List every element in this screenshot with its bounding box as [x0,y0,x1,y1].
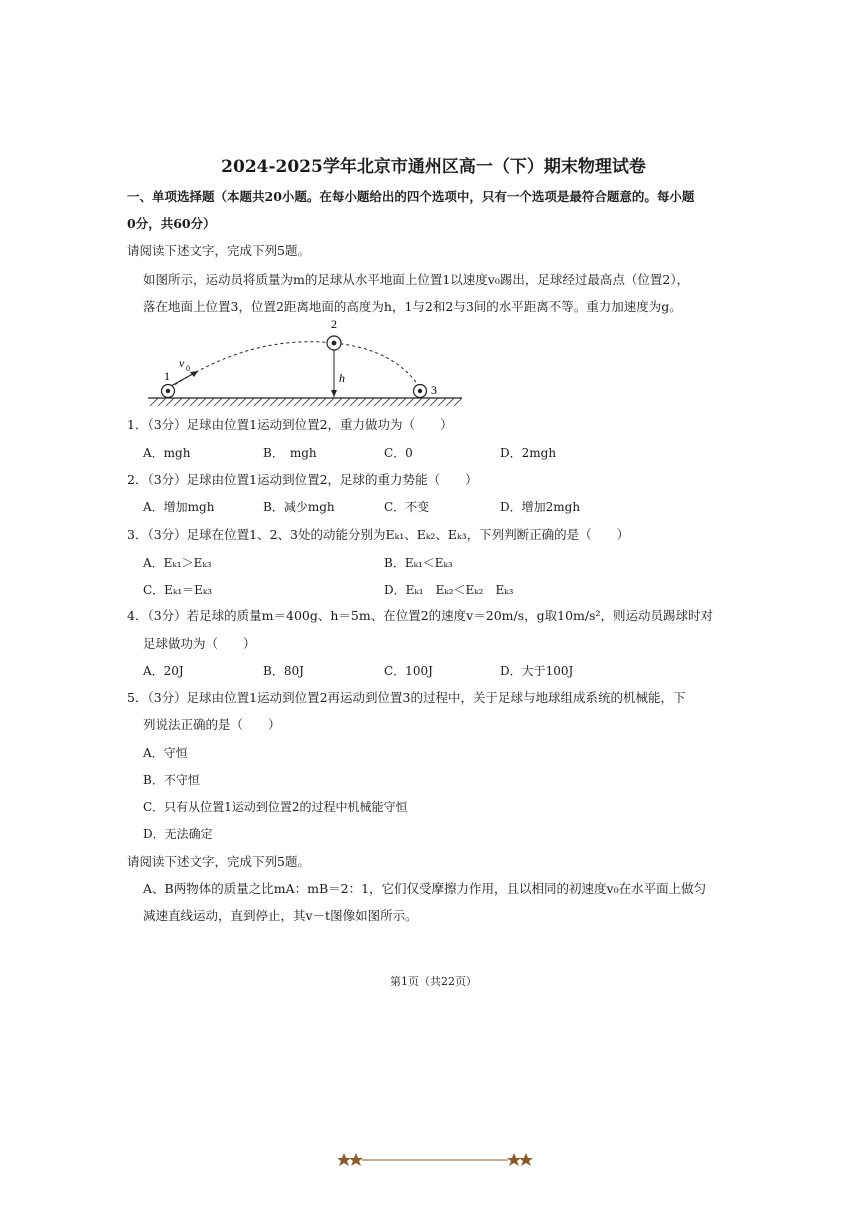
question-1-stem: 1．（3分）足球由位置1运动到位置2，重力做功为（ ） [127,417,453,432]
question-4-stem-cont: 足球做功为（ ） [143,636,256,651]
ball-position-3 [414,385,427,398]
star-icon [337,1153,363,1166]
question-5-option-c: C．只有从位置1运动到位置2的过程中机械能守恒 [143,800,408,814]
reading-intro-1: 请阅读下述文字，完成下列5题。 [127,243,310,258]
ball-position-1 [162,385,175,398]
question-2-option-a: A．增加mgh [143,500,215,514]
question-2-stem: 2．（3分）足球由位置1运动到位置2，足球的重力势能（ ） [127,472,478,487]
question-5-stem: 5．（3分）足球由位置1运动到位置2再运动到位置3的过程中，关于足球与地球组成系统的机械能，下 [127,690,686,705]
page-footer: 第1页（共22页） [390,975,477,988]
question-4-option-c: C．100J [384,664,433,678]
passage-2-line-2: 减速直线运动，直到停止，其v－t图像如图所示。 [143,908,418,923]
passage-1-line-1: 如图所示，运动员将质量为m的足球从水平地面上位置1以速度v₀踢出，足球经过最高点（位置2）， [143,272,690,287]
question-1-option-d: D．2mgh [500,446,557,460]
question-3-option-d: D．Eₖ₁ Eₖ₂＜Eₖ₂ Eₖ₃ [384,583,514,597]
label-h: h [339,371,345,385]
passage-1-line-2: 落在地面上位置3，位置2距离地面的高度为h，1与2和2与3间的水平距离不等。重力加速度为g。 [143,299,682,314]
question-5-option-d: D．无法确定 [143,827,213,841]
question-4-option-b: B．80J [263,664,304,678]
passage-2-line-1: A、B两物体的质量之比mA：mB＝2：1，它们仅受摩擦力作用，且以相同的初速度v₀在水平面上做匀 [143,881,707,896]
section-heading-cont: 0分，共60分） [127,216,216,231]
question-5-stem-cont: 列说法正确的是（ ） [143,717,281,732]
question-2-option-c: C．不变 [384,500,430,514]
trajectory-path [170,342,420,388]
label-v0: v [179,356,185,370]
question-3-option-c: C．Eₖ₁＝Eₖ₃ [143,583,213,597]
label-v0-sub: 0 [186,364,190,373]
section-heading: 一、单项选择题（本题共20小题。在每小题给出的四个选项中，只有一个选项是最符合题意的。每小题 [127,189,695,204]
question-4-option-a: A．20J [143,664,184,678]
ground-hatching [150,398,462,406]
question-1-option-b: B． mgh [263,446,317,460]
question-5-option-b: B．不守恒 [143,773,200,787]
label-2: 2 [331,317,337,331]
question-3-option-b: B．Eₖ₁＜Eₖ₃ [384,556,453,570]
reading-intro-2: 请阅读下述文字，完成下列5题。 [127,854,310,869]
question-1-option-c: C．0 [384,446,413,460]
question-3-option-a: A．Eₖ₁＞Eₖ₃ [143,556,212,570]
trajectory-figure [140,316,470,410]
star-icon [507,1153,533,1166]
question-2-option-d: D．增加2mgh [500,500,581,514]
velocity-arrowhead [190,371,198,377]
question-5-option-a: A．守恒 [143,746,188,760]
label-3: 3 [431,383,437,397]
page-title: 2024-2025学年北京市通州区高一（下）期末物理试卷 [221,157,646,177]
footer-ornament [336,1150,536,1170]
question-2-option-b: B．减少mgh [263,500,335,514]
question-3-stem: 3．（3分）足球在位置1、2、3处的动能分别为Eₖ₁、Eₖ₂、Eₖ₃，下列判断正确的是（ ） [127,527,630,542]
label-1: 1 [164,369,170,383]
question-1-option-a: A．mgh [143,446,191,460]
question-4-stem: 4．（3分）若足球的质量m＝400g、h＝5m、在位置2的速度v＝20m/s，g取10m/s²，则运动员踢球时对 [127,608,714,623]
question-4-option-d: D．大于100J [500,664,574,678]
ball-position-2 [327,336,341,350]
